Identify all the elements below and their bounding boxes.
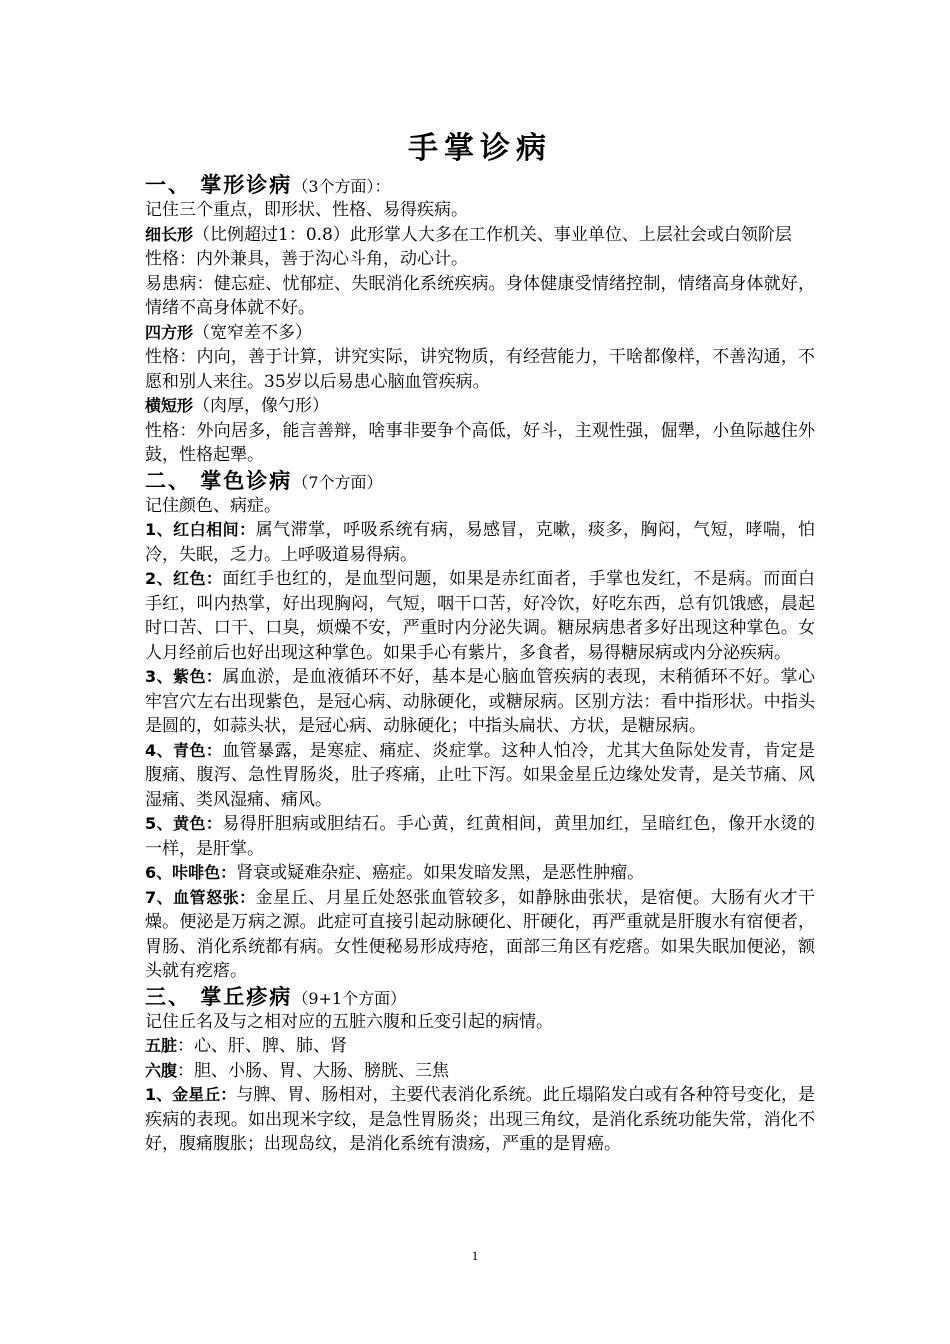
paragraph-text: 性格：外向居多，能言善辩，啥事非要争个高低，好斗，主观性强，倔犟，小鱼际越住外鼓，性格起犟。 bbox=[145, 420, 815, 465]
paragraph-text: 记住丘名及与之相对应的五脏六腹和丘变引起的病情。 bbox=[145, 1011, 553, 1032]
paragraph-lead: 3、紫色： bbox=[145, 667, 223, 686]
paragraph bbox=[145, 345, 815, 394]
document-page bbox=[145, 128, 815, 1157]
paragraph-text: （肉厚，像勺形） bbox=[193, 396, 330, 416]
paragraph bbox=[145, 247, 815, 272]
paragraph bbox=[145, 518, 815, 567]
section-heading-text: 二、 掌色诊病 bbox=[145, 468, 293, 493]
paragraph bbox=[145, 394, 815, 419]
paragraph-text: 记住三个重点，即形状、性格、易得疾病。 bbox=[145, 200, 468, 220]
paragraph-lead: 横短形 bbox=[145, 396, 194, 415]
paragraph bbox=[145, 886, 815, 984]
paragraph bbox=[145, 1034, 815, 1059]
paragraph-lead: 1、金星丘： bbox=[145, 1085, 237, 1104]
paragraph bbox=[145, 812, 815, 861]
paragraph bbox=[145, 223, 815, 248]
paragraph-text: 金星丘、月星丘处怒张血管较多，如静脉曲张状，是宿便。大肠有火才干燥。便泌是万病之源。此症可直接引起动脉硬化、肝硬化，再严重就是肝腹水有宿便者，胃肠、消化系统都有病。女性便秘易形成痔疮，面部三角区有疙瘩。如果失眠加便泌，额头就有疙瘩。 bbox=[145, 887, 815, 981]
paragraph-text: 性格：内向，善于计算，讲究实际，讲究物质，有经营能力，干啥都像样，不善沟通，不愿和别人来往。35岁以后易患心脑血管疾病。 bbox=[145, 347, 815, 392]
section-shape bbox=[145, 172, 815, 468]
paragraph-lead: 1、红白相间： bbox=[145, 520, 256, 539]
paragraph-text: ：心、肝、脾、肺、肾 bbox=[177, 1036, 348, 1056]
paragraph-text: 与脾、胃、肠相对，主要代表消化系统。此丘塌陷发白或有各种符号变化，是疾病的表现。如出现米字纹，是急性胃肠炎；出现三角纹，是消化系统功能失常，消化不好，腹痛腹胀；出现岛纹，是消化系统有溃疡，严重的是胃癌。 bbox=[145, 1085, 815, 1154]
section-heading bbox=[145, 984, 815, 1010]
section-heading-text: 三、 掌丘疹病 bbox=[145, 984, 293, 1009]
paragraph-lead: 5、黄色： bbox=[145, 814, 223, 833]
paragraph-text: 属血淤，是血液循环不好，基本是心脑血管疾病的表现，末稍循环不好。掌心牢宫穴左右出现紫色，是冠心病、动脉硬化，或糖尿病。区别方法：看中指形状。中指头是圆的，如蒜头状，是冠心病、动脉硬化；中指头扁状、方状，是糖尿病。 bbox=[145, 667, 815, 736]
paragraph-text: ：胆、小肠、胃、大肠、膀胱、三焦 bbox=[177, 1060, 450, 1081]
paragraph bbox=[145, 665, 815, 739]
paragraph-lead: 六腹 bbox=[145, 1060, 178, 1080]
paragraph bbox=[145, 198, 815, 223]
paragraph-lead: 4、青色： bbox=[145, 740, 223, 760]
document-title: 手掌诊病 bbox=[408, 131, 552, 166]
paragraph-text: （宽窄差不多） bbox=[193, 322, 313, 343]
section-color bbox=[145, 468, 815, 984]
paragraph-lead: 四方形 bbox=[145, 322, 194, 342]
section-heading bbox=[145, 172, 815, 198]
section-mounts bbox=[145, 984, 815, 1157]
paragraph-lead: 细长形 bbox=[145, 224, 194, 244]
page-number: 1 bbox=[471, 1248, 479, 1263]
paragraph-text: 面红手也红的，是血型问题，如果是赤红面者，手掌也发红，不是病。而面白手红，叫内热掌，好出现胸闷，气短，咽干口苦，好冷饮，好吃东西，总有饥饿感，晨起时口苦、口干、口臭，烦燥不安，严重时内分泌失调。糖尿病患者多好出现这种掌色。女人月经前后也好出现这种掌色。如果手心有紫片，多食者，易得糖尿病或内分泌疾病。 bbox=[145, 569, 815, 663]
paragraph-text: 性格：内外兼具，善于沟心斗角，动心计。 bbox=[145, 249, 468, 269]
paragraph-lead: 6、咔啡色： bbox=[145, 863, 237, 882]
paragraph-text: （比例超过1：0.8）此形掌人大多在工作机关、事业单位、上层社会或白领阶层 bbox=[193, 224, 792, 245]
section-heading-note: （9+1个方面） bbox=[292, 988, 407, 1008]
paragraph-text: 肾衰或疑难杂症、癌症。如果发暗发黑，是恶性肿瘤。 bbox=[236, 863, 645, 883]
paragraph bbox=[145, 567, 815, 665]
paragraph-text: 易患病：健忘症、忧郁症、失眠消化系统疾病。身体健康受情绪控制，情绪高身体就好，情绪不高身体就不好。 bbox=[145, 273, 815, 318]
section-heading bbox=[145, 468, 815, 494]
paragraph bbox=[145, 1083, 815, 1157]
paragraph bbox=[145, 739, 815, 813]
paragraph-text: 属气滞掌，呼吸系统有病，易感冒，克嗽，痰多，胸闷，气短，哮喘，怕冷，失眠，乏力。上呼吸道易得病。 bbox=[145, 520, 815, 565]
paragraph-text: 易得肝胆病或胆结石。手心黄，红黄相间，黄里加红，呈暗红色，像开水烫的一样，是肝掌。 bbox=[145, 814, 815, 859]
section-heading-text: 一、 掌形诊病 bbox=[145, 173, 293, 197]
paragraph-lead: 五脏 bbox=[145, 1036, 178, 1055]
paragraph bbox=[145, 494, 815, 519]
paragraph-text: 血管暴露，是寒症、痛症、炎症掌。这种人怕冷，尤其大鱼际处发青，肯定是腹痛、腹泻、急性胃肠炎，肚子疼痛，止吐下泻。如果金星丘边缘处发青，是关节痛、风湿痛、类风湿痛、痛风。 bbox=[145, 740, 815, 810]
section-heading-note: （3个方面）： bbox=[292, 177, 391, 196]
paragraph bbox=[145, 1059, 815, 1084]
section-heading-note: （7个方面） bbox=[292, 472, 383, 492]
paragraph bbox=[145, 1010, 815, 1035]
paragraph-lead: 2、红色： bbox=[145, 569, 223, 588]
paragraph bbox=[145, 419, 815, 468]
paragraph-text: 记住颜色、病症。 bbox=[145, 495, 281, 516]
paragraph-lead: 7、血管怒张： bbox=[145, 887, 256, 907]
paragraph bbox=[145, 861, 815, 886]
paragraph bbox=[145, 272, 815, 321]
paragraph bbox=[145, 321, 815, 346]
